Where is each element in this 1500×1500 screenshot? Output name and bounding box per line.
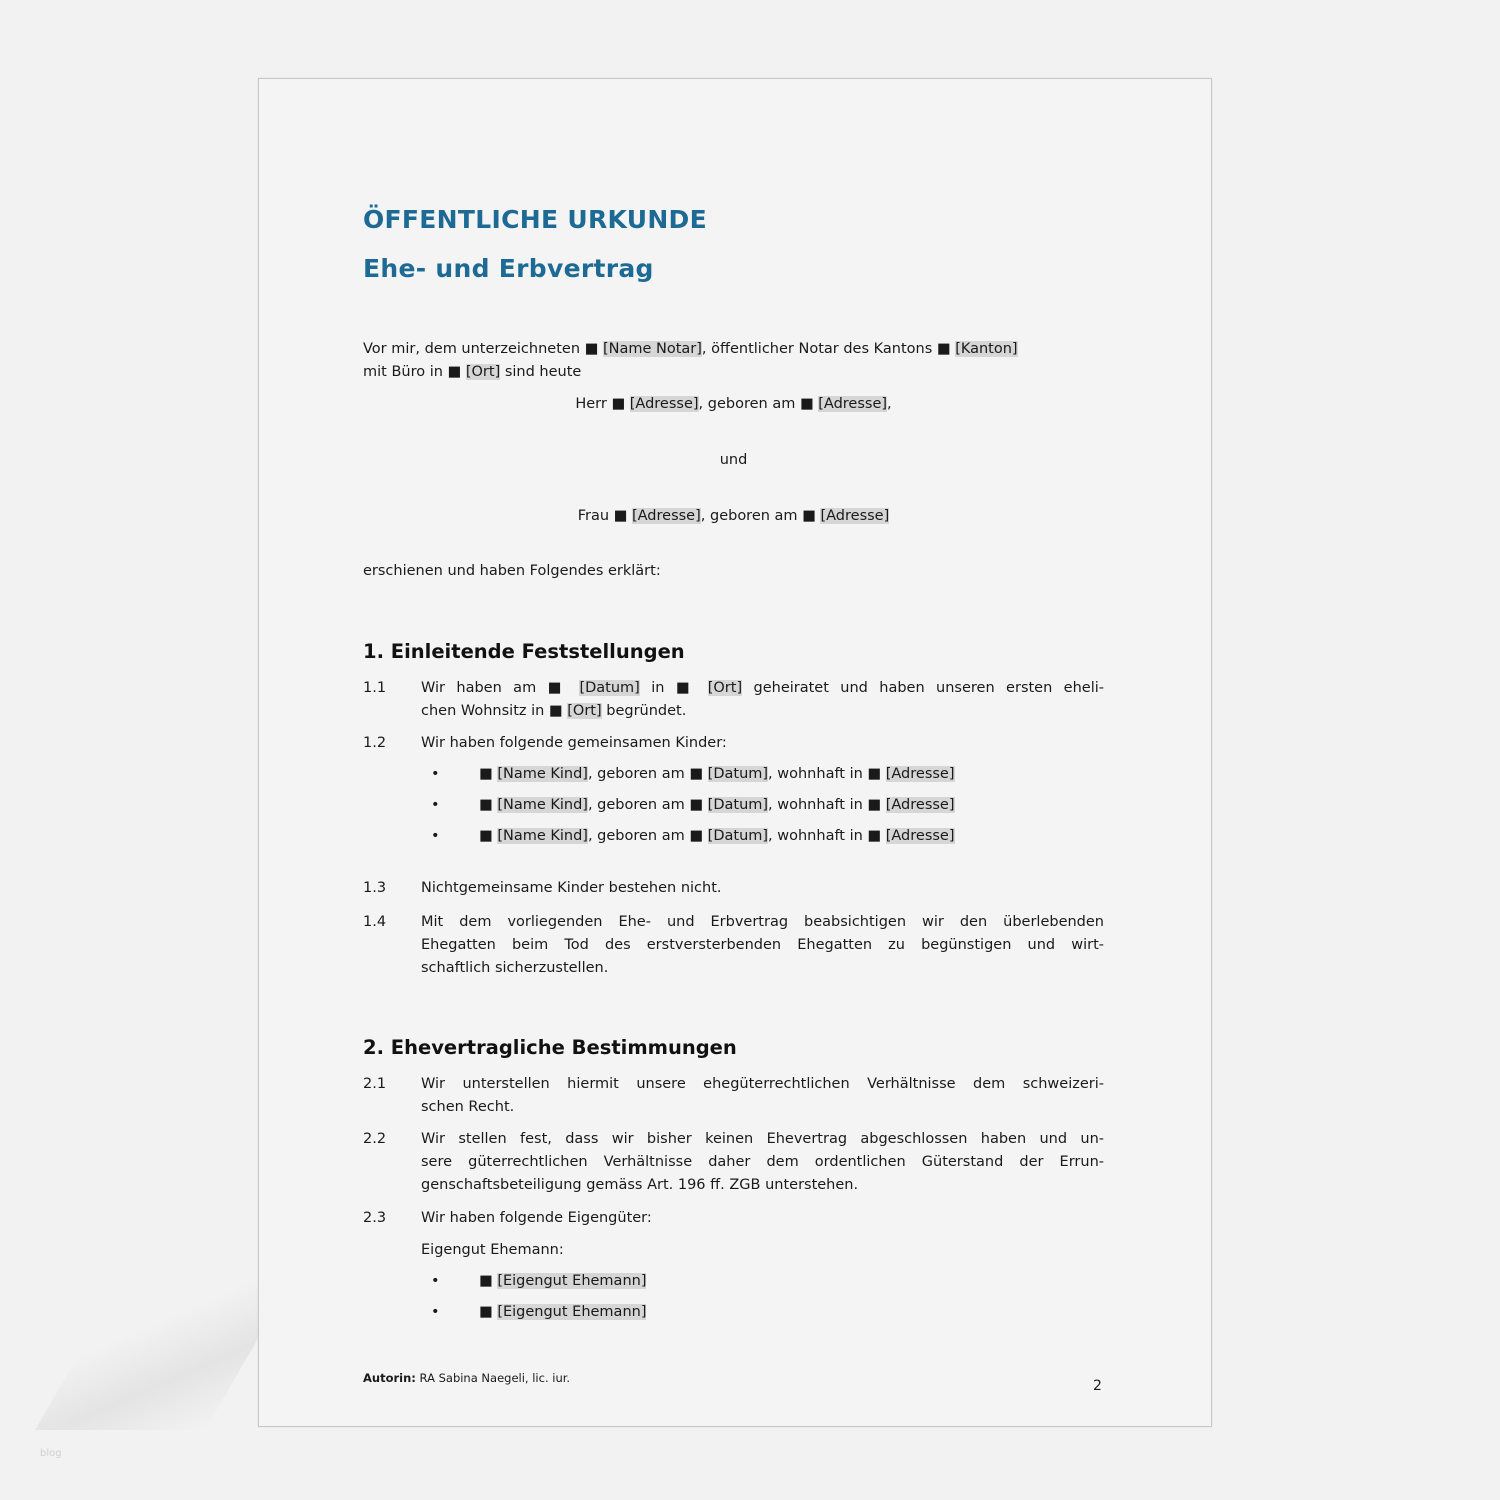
clause-1-3 xyxy=(421,877,1104,900)
placeholder-field: [Kanton] xyxy=(955,341,1018,357)
text-line xyxy=(421,732,1104,755)
section-1-heading: 1. Einleitende Feststellungen xyxy=(363,640,685,663)
clause-2-3 xyxy=(421,1207,1104,1230)
clause-number: 2.3 xyxy=(363,1210,387,1226)
placeholder-field: [Datum] xyxy=(707,828,769,844)
text-line xyxy=(421,934,1104,957)
text-segment: , geboren am ■ xyxy=(587,766,708,782)
text-line xyxy=(479,825,955,848)
placeholder-field: [Ort] xyxy=(707,680,743,696)
herr-line xyxy=(363,393,1104,416)
text-segment: Herr ■ xyxy=(575,396,630,412)
text-segment: Wir haben folgende gemeinsamen Kinder: xyxy=(421,735,727,751)
text-line xyxy=(479,1270,646,1293)
text-line xyxy=(421,957,1104,980)
text-segment: geheiratet und haben unseren ersten eheli- xyxy=(742,680,1105,696)
text-segment: sind heute xyxy=(500,364,582,380)
bullet-icon: • xyxy=(431,1273,440,1289)
document-page xyxy=(258,78,1212,1427)
text-line xyxy=(421,1128,1104,1151)
placeholder-field: [Name Kind] xyxy=(497,766,588,782)
text-line xyxy=(421,1096,1104,1119)
watermark: blog xyxy=(40,1448,62,1459)
text-segment: , xyxy=(887,396,892,412)
text-segment: genschaftsbeteiligung gemäss Art. 196 ff. ZGB unterstehen. xyxy=(421,1177,859,1193)
clause-number: 2.1 xyxy=(363,1076,387,1092)
eigengut-label xyxy=(421,1239,1104,1262)
intro-paragraph xyxy=(363,338,1104,384)
text-line xyxy=(421,1151,1104,1174)
placeholder-field: [Adresse] xyxy=(631,508,701,524)
text-segment: mit Büro in ■ xyxy=(363,364,466,380)
placeholder-field: [Name Notar] xyxy=(602,341,702,357)
text-segment: , wohnhaft in ■ xyxy=(768,797,886,813)
bullet-icon: • xyxy=(431,828,440,844)
text-segment: Frau ■ xyxy=(577,508,632,524)
placeholder-field: [Datum] xyxy=(707,766,769,782)
clause-2-2 xyxy=(421,1128,1104,1197)
clause-2-1 xyxy=(421,1073,1104,1119)
placeholder-field: [Ort] xyxy=(465,364,501,380)
text-segment: Wir stellen fest, dass wir bisher keinen Ehevertrag abgeschlossen haben und un- xyxy=(421,1131,1104,1147)
text-line xyxy=(479,1301,646,1324)
footer-author-name: RA Sabina Naegeli, lic. iur. xyxy=(415,1371,571,1385)
text-segment: ■ xyxy=(479,828,498,844)
text-segment: Ehegatten beim Tod des erstversterbenden Ehegatten zu begünstigen und wirt- xyxy=(421,937,1104,953)
text-segment: , geboren am ■ xyxy=(587,797,708,813)
text-line xyxy=(421,1239,1104,1262)
placeholder-field: [Name Kind] xyxy=(497,797,588,813)
document-title: ÖFFENTLICHE URKUNDE xyxy=(363,205,707,234)
text-segment: begründet. xyxy=(601,703,687,719)
placeholder-field: [Adresse] xyxy=(818,396,888,412)
bullet-icon: • xyxy=(431,797,440,813)
text-segment: schaftlich sicherzustellen. xyxy=(421,960,609,976)
placeholder-field: [Eigengut Ehemann] xyxy=(497,1304,647,1320)
text-segment: Wir unterstellen hiermit unsere ehegüterrechtlichen Verhältnisse dem schweizeri- xyxy=(421,1076,1104,1092)
clause-1-2 xyxy=(421,732,1104,755)
text-segment: Wir haben am ■ xyxy=(421,680,580,696)
text-segment: , geboren am ■ xyxy=(698,396,819,412)
clause-1-4 xyxy=(421,911,1104,980)
text-segment: , geboren am ■ xyxy=(700,508,821,524)
text-segment: Vor mir, dem unterzeichneten ■ xyxy=(363,341,603,357)
text-line xyxy=(363,393,1104,416)
text-segment: ■ xyxy=(479,766,498,782)
placeholder-field: [Adresse] xyxy=(885,797,955,813)
text-segment: Wir haben folgende Eigengüter: xyxy=(421,1210,652,1226)
text-segment: in ■ xyxy=(639,680,708,696)
child-item xyxy=(479,825,955,848)
placeholder-field: [Datum] xyxy=(707,797,769,813)
text-line xyxy=(421,911,1104,934)
erschienen-line: erschienen und haben Folgendes erklärt: xyxy=(363,563,661,579)
clause-number: 1.3 xyxy=(363,880,387,896)
text-line xyxy=(363,338,1104,361)
placeholder-field: [Adresse] xyxy=(885,766,955,782)
text-segment: , geboren am ■ xyxy=(587,828,708,844)
text-line xyxy=(421,877,1104,900)
eigengut-item xyxy=(479,1270,646,1293)
text-line xyxy=(363,505,1104,528)
text-line xyxy=(421,1207,1104,1230)
clause-number: 1.1 xyxy=(363,680,387,696)
text-segment: chen Wohnsitz in ■ xyxy=(421,703,568,719)
page-number: 2 xyxy=(1093,1378,1102,1394)
clause-1-1 xyxy=(421,677,1104,723)
section-2-heading: 2. Ehevertragliche Bestimmungen xyxy=(363,1036,737,1059)
child-item xyxy=(479,794,955,817)
bullet-icon: • xyxy=(431,1304,440,1320)
placeholder-field: [Adresse] xyxy=(885,828,955,844)
text-segment: , öffentlicher Notar des Kantons ■ xyxy=(701,341,956,357)
bullet-icon: • xyxy=(431,766,440,782)
text-segment: Eigengut Ehemann: xyxy=(421,1242,564,1258)
text-line xyxy=(421,677,1104,700)
text-line xyxy=(421,1073,1104,1096)
footer-author xyxy=(363,1371,570,1385)
text-segment: Nichtgemeinsame Kinder bestehen nicht. xyxy=(421,880,722,896)
footer-label: Autorin: xyxy=(363,1371,416,1385)
clause-number: 2.2 xyxy=(363,1131,387,1147)
text-line xyxy=(479,794,955,817)
placeholder-field: [Eigengut Ehemann] xyxy=(497,1273,647,1289)
eigengut-item xyxy=(479,1301,646,1324)
text-segment: schen Recht. xyxy=(421,1099,515,1115)
placeholder-field: [Name Kind] xyxy=(497,828,588,844)
placeholder-field: [Adresse] xyxy=(629,396,699,412)
text-segment: , wohnhaft in ■ xyxy=(768,766,886,782)
und-line: und xyxy=(719,452,748,468)
document-subtitle: Ehe- und Erbvertrag xyxy=(363,254,654,283)
clause-number: 1.4 xyxy=(363,914,387,930)
frau-line xyxy=(363,505,1104,528)
text-line xyxy=(421,700,1104,723)
placeholder-field: [Datum] xyxy=(579,680,640,696)
text-line xyxy=(479,763,955,786)
text-segment: , wohnhaft in ■ xyxy=(768,828,886,844)
child-item xyxy=(479,763,955,786)
text-line xyxy=(363,361,1104,384)
text-line xyxy=(421,1174,1104,1197)
placeholder-field: [Adresse] xyxy=(820,508,890,524)
placeholder-field: [Ort] xyxy=(567,703,602,719)
text-segment: sere güterrechtlichen Verhältnisse daher dem ordentlichen Güterstand der Errun- xyxy=(421,1154,1104,1170)
clause-number: 1.2 xyxy=(363,735,387,751)
text-segment: ■ xyxy=(479,1304,498,1320)
text-segment: ■ xyxy=(479,797,498,813)
text-segment: Mit dem vorliegenden Ehe- und Erbvertrag beabsichtigen wir den überlebenden xyxy=(421,914,1104,930)
text-segment: ■ xyxy=(479,1273,498,1289)
